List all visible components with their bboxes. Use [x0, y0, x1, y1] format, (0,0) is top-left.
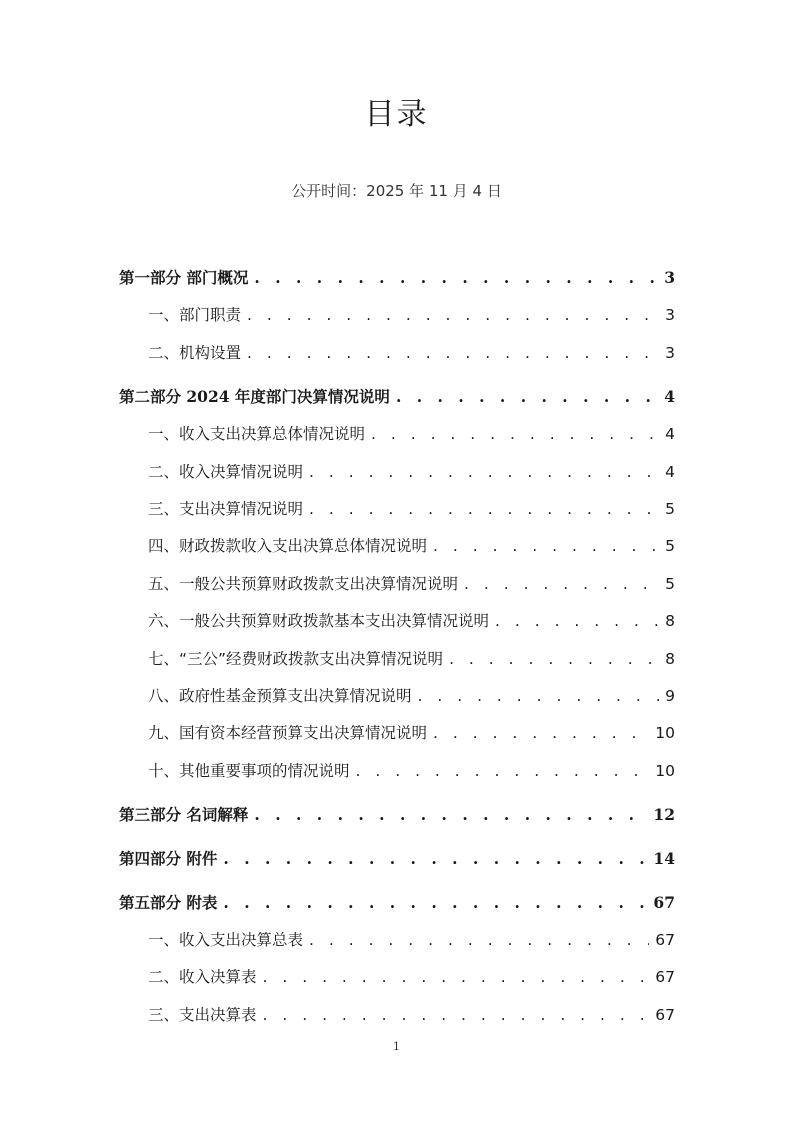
toc-entry-page-number: 67 [655, 1005, 675, 1024]
toc-entry-label: 二、收入决算情况说明 [148, 462, 304, 481]
toc-entry-label: 五、一般公共预算财政拨款支出决算情况说明 [148, 574, 459, 593]
toc-entry-page-number: 67 [655, 968, 675, 987]
toc-entry-page-number: 12 [653, 804, 675, 824]
dot-leader [309, 925, 649, 955]
dot-leader [433, 531, 659, 561]
toc-subsection-entry[interactable] [119, 449, 675, 486]
toc-entry-label: 二、机构设置 [148, 343, 242, 362]
toc-entry-label: 第三部分 名词解释 [119, 804, 249, 824]
toc-subsection-entry[interactable] [119, 918, 675, 955]
toc-section-entry[interactable] [119, 368, 675, 412]
toc-entry-label: 一、收入支出决算总表 [148, 931, 304, 950]
toc-entry-page-number: 14 [653, 848, 675, 868]
toc-subsection-entry[interactable] [119, 293, 675, 330]
dot-leader [263, 962, 650, 992]
toc-entry-label: 三、支出决算情况说明 [148, 499, 304, 518]
toc-entry-page-number: 67 [655, 931, 675, 950]
toc-entry-label: 四、财政拨款收入支出决算总体情况说明 [148, 537, 428, 556]
dot-leader [223, 888, 647, 918]
toc-subsection-entry[interactable] [119, 748, 675, 785]
dot-leader [464, 569, 659, 599]
toc-subsection-entry[interactable] [119, 636, 675, 673]
toc-entry-page-number: 8 [665, 649, 675, 668]
toc-entry-page-number: 10 [655, 761, 675, 780]
toc-entry-page-number: 9 [665, 686, 675, 705]
toc-entry-label: 第一部分 部门概况 [119, 268, 249, 287]
dot-leader [433, 718, 649, 748]
toc-subsection-entry[interactable] [119, 487, 675, 524]
toc-subsection-entry[interactable] [119, 524, 675, 561]
dot-leader [309, 457, 659, 487]
toc-entry-label: 一、收入支出决算总体情况说明 [148, 425, 366, 444]
toc-subsection-entry[interactable] [119, 674, 675, 711]
dot-leader [449, 644, 659, 674]
toc-entry-label: 九、国有资本经营预算支出决算情况说明 [148, 724, 428, 743]
toc-entry-label: 第五部分 附表 [119, 892, 218, 912]
toc-subsection-entry[interactable] [119, 412, 675, 449]
toc-subsection-entry[interactable] [119, 330, 675, 367]
dot-leader [254, 263, 658, 293]
toc-entry-label: 第二部分 2024 年度部门决算情况说明 [119, 386, 390, 406]
toc-entry-page-number: 5 [665, 499, 675, 518]
toc-subsection-entry[interactable] [119, 599, 675, 636]
toc-section-entry[interactable] [119, 249, 675, 293]
toc-section-entry[interactable] [119, 830, 675, 874]
dot-leader [247, 300, 659, 330]
dot-leader [371, 419, 659, 449]
toc-section-entry[interactable] [119, 874, 675, 918]
toc-subsection-entry[interactable] [119, 992, 675, 1029]
toc-entry-label: 三、支出决算表 [148, 1005, 257, 1024]
toc-entry-label: 十、其他重要事项的情况说明 [148, 761, 350, 780]
toc-entry-page-number: 3 [665, 306, 675, 325]
toc-entry-page-number: 3 [665, 343, 675, 362]
toc-entry-label: 八、政府性基金预算支出决算情况说明 [148, 686, 412, 705]
toc-entry-page-number: 8 [665, 612, 675, 631]
toc-entry-page-number: 67 [653, 892, 675, 912]
toc-entry-page-number: 4 [665, 425, 675, 444]
footer-page-number: 1 [393, 1040, 400, 1053]
toc-entry-page-number: 4 [665, 462, 675, 481]
toc-entry-label: 七、“三公”经费财政拨款支出决算情况说明 [148, 649, 444, 668]
dot-leader [309, 494, 659, 524]
toc-entry-page-number: 3 [664, 268, 675, 287]
toc-entry-page-number: 10 [655, 724, 675, 743]
toc-entry-page-number: 5 [665, 574, 675, 593]
dot-leader [418, 681, 659, 711]
dot-leader [247, 338, 659, 368]
toc-subsection-entry[interactable] [119, 711, 675, 748]
toc-section-entry[interactable] [119, 786, 675, 830]
toc-subsection-entry[interactable] [119, 955, 675, 992]
publish-date: 公开时间：2025 年 11 月 4 日 [291, 182, 502, 200]
toc-entry-label: 第四部分 附件 [119, 848, 218, 868]
toc-entry-label: 二、收入决算表 [148, 968, 257, 987]
table-of-contents [119, 249, 675, 1030]
dot-leader [396, 382, 658, 412]
dot-leader [263, 1000, 650, 1030]
toc-subsection-entry[interactable] [119, 561, 675, 598]
toc-entry-page-number: 5 [665, 537, 675, 556]
dot-leader [254, 800, 647, 830]
dot-leader [356, 756, 650, 786]
toc-entry-page-number: 4 [664, 386, 675, 406]
page-title: 目录 [364, 97, 429, 132]
dot-leader [223, 844, 647, 874]
toc-entry-label: 六、一般公共预算财政拨款基本支出决算情况说明 [148, 612, 490, 631]
dot-leader [495, 606, 659, 636]
toc-entry-label: 一、部门职责 [148, 306, 242, 325]
